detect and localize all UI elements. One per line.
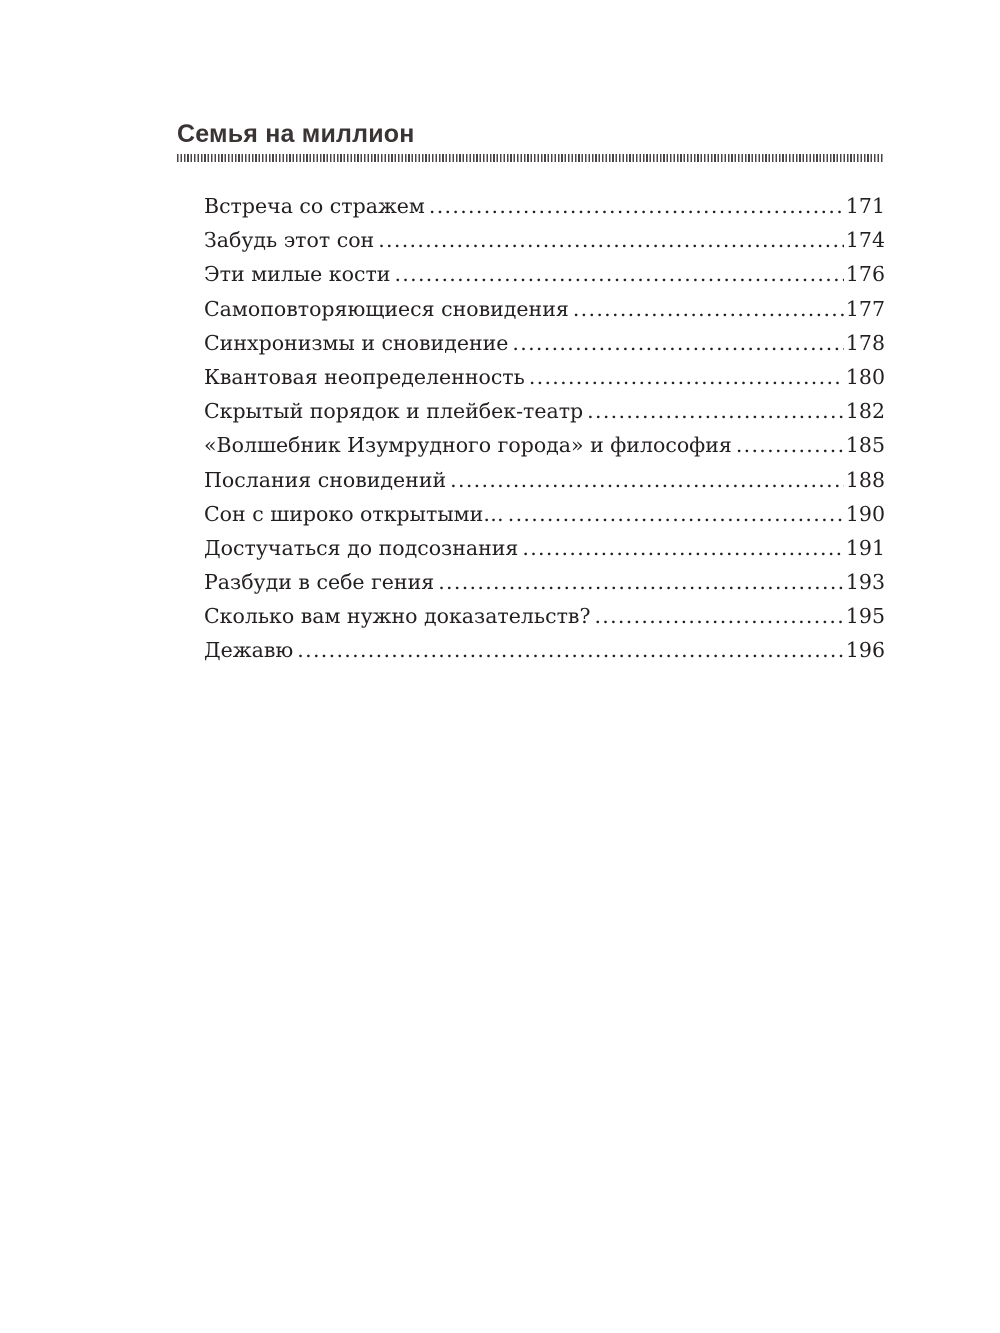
- toc-entry[interactable]: [204, 326, 885, 360]
- toc-dot-leader: [529, 360, 844, 394]
- toc-entry-title: Квантовая неопределенность: [204, 364, 525, 389]
- toc-dot-leader: [394, 257, 843, 291]
- toc-entry-title: Сколько вам нужно доказательств?: [204, 604, 591, 629]
- toc-entry-title: Послания сновидений: [204, 467, 447, 492]
- toc-dot-leader: [508, 497, 844, 531]
- toc-dot-leader: [573, 292, 844, 326]
- toc-entry[interactable]: [204, 189, 885, 223]
- toc-entry-page: 188: [845, 467, 885, 492]
- toc-entry-page: 180: [845, 364, 885, 389]
- running-head-rule: [177, 154, 884, 162]
- toc-entry-page: 182: [845, 399, 885, 424]
- toc-entry-page: 193: [845, 570, 885, 595]
- toc-entry[interactable]: [204, 292, 885, 326]
- toc-entry[interactable]: [204, 565, 885, 599]
- toc-entry-title: Встреча со стражем: [204, 194, 425, 218]
- toc-entry-title: Эти милые кости: [204, 262, 391, 287]
- toc-entry-title: Сон с широко открытыми…: [204, 501, 504, 526]
- toc-entry[interactable]: [204, 599, 885, 633]
- toc-entry[interactable]: [204, 257, 885, 291]
- toc-entry-title: Достучаться до подсознания: [204, 535, 519, 560]
- toc-entry-page: 185: [845, 433, 885, 458]
- toc-dot-leader: [297, 633, 844, 667]
- toc-entry-page: 178: [845, 330, 885, 355]
- toc-entry[interactable]: [204, 428, 885, 462]
- toc-dot-leader: [512, 326, 843, 360]
- toc-entry[interactable]: [204, 223, 885, 257]
- toc-entry-page: 177: [845, 296, 885, 321]
- toc-entry-page: 195: [845, 604, 885, 629]
- toc-entry-title: Скрытый порядок и плейбек-театр: [204, 399, 584, 424]
- toc-dot-leader: [450, 463, 844, 497]
- toc-dot-leader: [429, 189, 844, 223]
- toc-dot-leader: [522, 531, 844, 565]
- toc-entry-page: 191: [845, 535, 885, 560]
- toc-entry-title: Дежавю: [204, 638, 294, 663]
- toc-dot-leader: [594, 599, 843, 633]
- toc-entry-page: 176: [845, 262, 885, 287]
- toc-entry-title: Разбуди в себе гения: [204, 570, 435, 595]
- toc-entry-page: 196: [845, 638, 885, 663]
- toc-entry[interactable]: [204, 360, 885, 394]
- toc-entry-page: 171: [845, 194, 885, 218]
- table-of-contents: [204, 189, 885, 668]
- toc-dot-leader: [378, 223, 844, 257]
- toc-entry[interactable]: [204, 531, 885, 565]
- toc-entry[interactable]: [204, 633, 885, 667]
- toc-entry-page: 190: [845, 501, 885, 526]
- toc-dot-leader: [438, 565, 844, 599]
- toc-entry[interactable]: [204, 497, 885, 531]
- toc-entry[interactable]: [204, 463, 885, 497]
- toc-entry-title: «Волшебник Изумрудного города» и философия: [204, 433, 732, 458]
- running-head-title: Семья на миллион: [177, 120, 415, 148]
- toc-dot-leader: [587, 394, 844, 428]
- toc-entry-title: Самоповторяющиеся сновидения: [204, 296, 569, 321]
- toc-entry-title: Забудь этот сон: [204, 228, 375, 253]
- toc-entry-title: Синхронизмы и сновидение: [204, 330, 509, 355]
- toc-entry-page: 174: [845, 228, 885, 253]
- toc-dot-leader: [736, 428, 844, 462]
- toc-entry[interactable]: [204, 394, 885, 428]
- running-head: [177, 118, 884, 162]
